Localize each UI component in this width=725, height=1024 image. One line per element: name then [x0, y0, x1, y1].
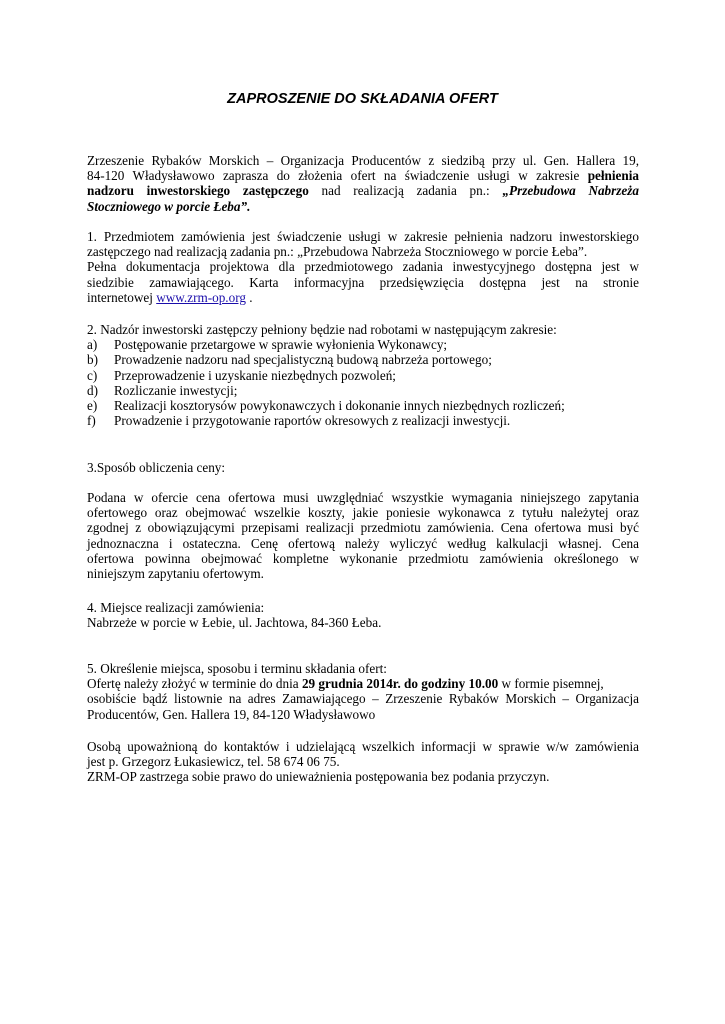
contact-line: Osobą upoważnioną do kontaktów i udzielającą wszelkich informacji w sprawie w/w zamówienia: [87, 739, 639, 754]
project-name: Stoczniowego w porcie Łeba”.: [87, 198, 251, 214]
project-name: „Przebudowa Nabrzeża: [502, 183, 639, 199]
intro-line: 84-120 Władysławowo zaprasza do złożenia ofert na świadczenie usługi w zakresie pełnienia: [87, 168, 639, 184]
section-3-line: niniejszym zapytaniu ofertowym.: [87, 566, 264, 582]
list-item: c) Przeprowadzenie i uzyskanie niezbędnych pozwoleń;: [87, 367, 396, 383]
contact-line: jest p. Grzegorz Łukasiewicz, tel. 58 674 06 75.: [87, 754, 340, 770]
section-1-line: siedzibie zamawiającego. Karta informacyjna przedsięwzięcia dostępna jest na stronie: [87, 274, 639, 290]
list-item: b) Prowadzenie nadzoru nad specjalistyczną budową nabrzeża portowego;: [87, 352, 492, 368]
section-1-line: internetowej www.zrm-op.org .: [87, 289, 253, 305]
section-3-line: Podana w ofercie cena ofertowa musi uwzględniać wszystkie wymagania niniejszego zapytania: [87, 490, 639, 505]
section-2: [87, 322, 639, 428]
contact-line: ZRM-OP zastrzega sobie prawo do unieważnienia postępowania bez podania przyczyn.: [87, 769, 550, 785]
offer-deadline: 29 grudnia 2014r. do godziny 10.00: [301, 676, 499, 692]
section-3-line: jednoznaczna i ostateczna. Cenę ofertową należy wyliczyć według kalkulacji własnej. Cena: [87, 535, 639, 551]
section-3-paragraph: [87, 490, 639, 581]
list-item: d) Rozliczanie inwestycji;: [87, 382, 238, 398]
intro-emphasis: pełnienia: [587, 168, 639, 184]
list-item: a) Postępowanie przetargowe w sprawie wyłonienia Wykonawcy;: [87, 337, 448, 353]
website-link[interactable]: www.zrm-op.org: [156, 289, 246, 305]
section-5-line: Producentów, Gen. Hallera 19, 84-120 Władysławowo: [87, 706, 376, 722]
section-1-line: zastępczego nad realizacją zadania pn.: „Przebudowa Nabrzeża Stoczniowego w porcie Łeba”.: [87, 244, 588, 260]
section-2-heading: 2. Nadzór inwestorski zastępczy pełniony będzie nad robotami w następującym zakresie:: [87, 322, 557, 337]
intro-emphasis: nadzoru inwestorskiego zastępczego: [87, 183, 309, 199]
section-3-heading: 3.Sposób obliczenia ceny:: [87, 460, 226, 475]
intro-line: nadzoru inwestorskiego zastępczego nad realizacją zadania pn.: „Przebudowa Nabrzeża: [87, 183, 639, 199]
section-1-line: Pełna dokumentacja projektowa dla przedmiotowego zadania inwestycyjnego dostępna jest w: [87, 259, 639, 275]
section-4: [87, 600, 639, 630]
intro-line: Zrzeszenie Rybaków Morskich – Organizacja Producentów z siedzibą przy ul. Gen. Hallera 19,: [87, 153, 639, 168]
page-title: ZAPROSZENIE DO SKŁADANIA OFERT: [227, 91, 498, 107]
section-3-line: ofertowa powinna obejmować kompletne wykonanie przedmiotu zamówienia określonego w: [87, 550, 639, 566]
delivery-location: Nabrzeże w porcie w Łebie, ul. Jachtowa, 84-360 Łeba.: [87, 615, 382, 631]
list-item: e) Realizacji kosztorysów powykonawczych i dokonanie innych niezbędnych rozliczeń;: [87, 398, 565, 414]
list-item: f) Prowadzenie i przygotowanie raportów okresowych z realizacji inwestycji.: [87, 413, 511, 429]
section-5-line: Ofertę należy złożyć w terminie do dnia 29 grudnia 2014r. do godziny 10.00 w formie pisemnej,: [87, 676, 604, 692]
section-5: [87, 661, 639, 722]
scope-list: [87, 337, 639, 428]
intro-paragraph: [87, 153, 639, 214]
section-1: [87, 229, 639, 305]
section-5-heading: 5. Określenie miejsca, sposobu i terminu składania ofert:: [87, 661, 387, 676]
section-4-heading: 4. Miejsce realizacji zamówienia:: [87, 600, 265, 615]
contact-paragraph: [87, 739, 639, 785]
section-3-line: ofertowego oraz obejmować wszelkie koszty, jakie poniesie wykonawca z tytułu należytej oraz: [87, 505, 639, 521]
section-1-line: 1. Przedmiotem zamówienia jest świadczenie usługi w zakresie pełnienia nadzoru inwestorskiego: [87, 229, 639, 244]
section-3-line: zgodnej z obowiązującymi przepisami realizacji przedmiotu zamówienia. Cena ofertowa musi być: [87, 520, 639, 536]
section-5-line: osobiście bądź listownie na adres Zamawiającego – Zrzeszenie Rybaków Morskich – Organizacja: [87, 691, 639, 707]
